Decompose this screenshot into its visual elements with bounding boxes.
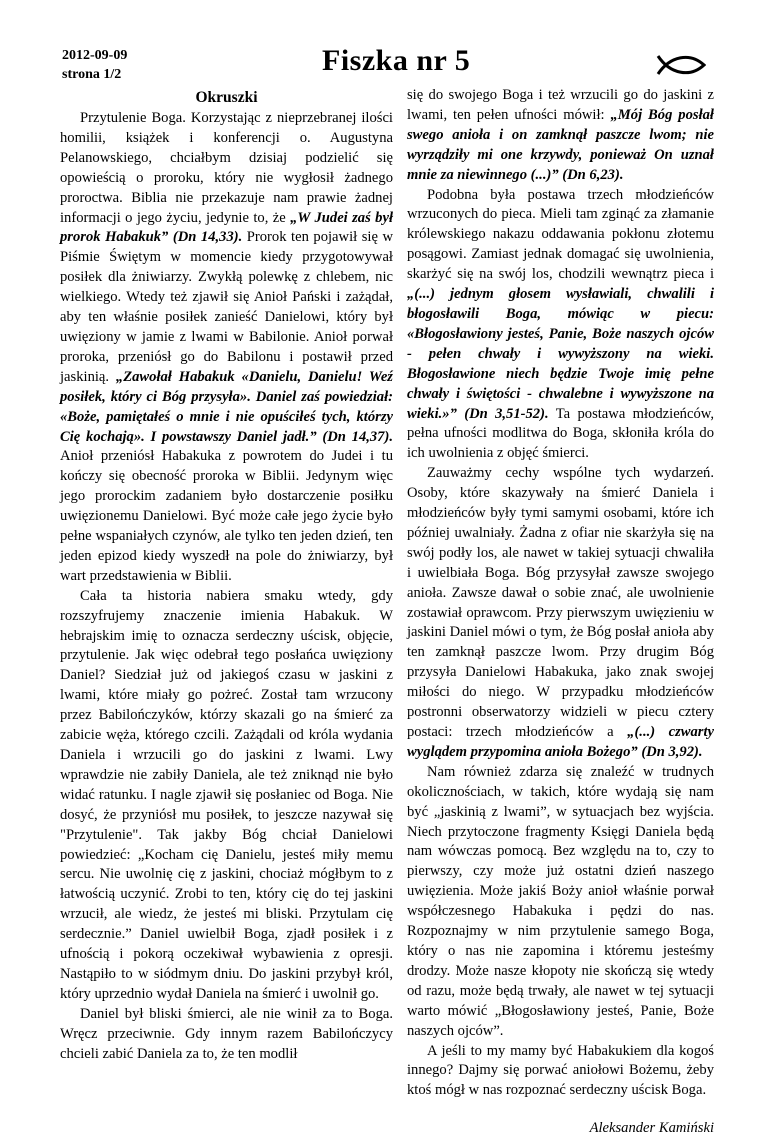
bible-quote: „W Judei zaś był prorok Habakuk” (Dn 14,33). [60,209,393,246]
paragraph [407,186,714,465]
text-run: Podobna była postawa trzech młodzieńców wrzuconych do pieca. Mieli tam zginąć za złamanie królewskiego nakazu oddawania pokłonu złotemu posągowi. Zamiast jednak domagać się uwolnienia, skarżyć się na swój los, chodzili wewnątrz pieca i [407,186,714,283]
text-run: Przytulenie Boga. Korzystając z nieprzebranej ilości homilii, książek i konferencji o. Augustyna Pelanowskiego, chciałbym dzisiaj podzielić się opowieścią o proroku, który nie wygłosił żadnego proroctwa. Biblia nie przekazuje nam prawie żadnej informacji o jego życiu, jedynie to, że [60,110,393,226]
paragraph [407,86,714,186]
paragraph [407,464,714,763]
author-signature: Aleksander Kamiński [589,1120,714,1137]
text-run: Zauważmy cechy wspólne tych wydarzeń. Osoby, które skazywały na śmierć Daniela i młodzieńców były tymi samymi osobami, które ich później uwalniały. Żadna z ofiar nie skarżyła się na swój podły los, ale nawet w takiej sytuacji chwaliła i uwielbiała Boga. Bóg przysyłał zawsze swojego anioła. Zawsze dawał o sobie znać, ale uwolnienie zostawiał oprawcom. Przy pierwszym uwięzieniu w jaskini Daniel mówi o tym, że Bóg posłał anioła aby ten zamknął paszcze lwom. Przy drugim Bóg przysyła Danielowi Habakuka, jako znak swojej miłości do niego. W przypadku młodzieńców postronni obserwatorzy widzieli w piecu cztery postaci: trzech młodzieńców a [407,465,714,740]
paragraph [60,109,393,587]
right-column [407,86,714,1139]
header-date: 2012-09-09 [62,48,128,63]
ichthys-fish-icon [656,50,706,80]
header-page-number: strona 1/2 [62,67,122,82]
text-run: Prorok ten pojawił się w Piśmie Świętym w momencie kiedy przygotowywał posiłek dla żniwiarzy. Zwykłą polewkę z chlebem, nic wielkiego. Wtedy też zjawił się Anioł Pański i zażądał, aby ten właśnie posiłek zanieść Danielowi, który był uwięziony w jamie z lwami w Babilonie. Anioł porwał proroka, przeniósł go do Babilonu i postawił przed jaskinią. [60,229,393,385]
bible-quote: „Zawołał Habakuk «Danielu, Danielu! Weź posiłek, który ci Bóg przysyła». Daniel zaś powiedział: «Boże, pamiętałeś o mnie i nie opuściłeś tych, którzy Cię kochają». I powstawszy Daniel jadł.” (Dn 14,37). [60,368,393,445]
paragraph: A jeśli to my mamy być Habakukiem dla kogoś innego? Dajmy się porwać aniołowi Bożemu, żeby ktoś mógł w nas rozpoznać serdeczny uścisk Boga. [407,1042,714,1099]
left-column [60,80,393,1065]
bible-quote: „Mój Bóg posłał swego anioła i on zamknął paszcze lwom; nie wyrządziły mi one krzywdy, ponieważ On uznał mnie za niewinnego (...)” (Dn 6,23). [407,106,714,183]
bible-quote: „(...) czwarty wyglądem przypomina anioła Bożego” (Dn 3,92). [407,724,714,760]
paragraph: Daniel był bliski śmierci, ale nie winił za to Boga. Wręcz przeciwnie. Gdy innym razem Babilończycy chcieli zabić Daniela za to, że ten modlił [60,1005,393,1062]
article-title: Okruszki [195,89,258,106]
bible-quote: „(...) jednym głosem wysławiali, chwalili i błogosławili Boga, mówiąc w piecu: «Błogosławiony jesteś, Panie, Boże naszych ojców - pełen chwały i wywyższony na wieki. Błogosławione niech będzie Twoje imię pełne chwały i świętości - chwalebne i wywyższone na wieki.»” (Dn 3,51-52). [407,286,714,422]
paragraph: Cała ta historia nabiera smaku wtedy, gdy rozszyfrujemy znaczenie imienia Habakuk. W hebrajskim imię to oznacza serdeczny uścisk, objęcie, przytulenie. Jak więc odebrał tego posłańca uwięziony Daniel? Siedział już od jakiegoś czasu w jaskini z lwami, które miały go pożreć. Został tam wrzucony przez Babilończyków, którzy skazali go na śmierć za zabicie węża, którego czcili. Zażądali od króla wydania Daniela i wrzucili go do jaskini z lwami. Lwy wprawdzie nie zabiły Daniela, ale też zniknąd nie było widać ratunku. I nagle zjawił się posłaniec od Boga. Nie dosyć, że przyniósł mu posiłek, to jeszcze nazywał się "Przytulenie". Tak jakby Bóg chciał Danielowi powiedzieć: „Kocham cię Danielu, jesteś miły memu sercu. Nie uwolnię cię z jaskini, chociaż mógłbym to z łatwością uczynić. Zrobi to ten, który cię do tej jaskini wrzucił, ale wiedz, że jesteś mi bliski. Przytulam cię serdecznie.” Daniel uwielbił Boga, zjadł posiłek i z ufnością i pokorą oczekiwał wybawienia z opresji. Nastąpiło to w siódmym dniu. Do jaskini przybył król, który uprzednio wydał Daniela na śmierć i uwolnił go. [60,587,393,1002]
page-title: Fiszka nr 5 [322,44,471,77]
text-run: Anioł przeniósł Habakuka z powrotem do Judei i tu kończy się obecność proroka w Biblii. Jedynym więc jego prorockim zadaniem było dostarczenie posiłku uwięzionemu Danielowi. Być może całe jego życie było pełne wspaniałych czynów, ale tylko ten jeden dzień, ten jeden epizod kiedy wyszedł na pole do żniwiarzy, był wart przedstawienia w Biblii. [60,448,393,584]
paragraph: Nam również zdarza się znaleźć w trudnych okolicznościach, w takich, które wydają się nam być „jaskinią z lwami”, w sytuacjach bez wyjścia. Niech przytoczone fragmenty Księgi Daniela będą nam wówczas pomocą. Bez względu na to, czy to pierwszy, czy może już ostatni dzień naszego uwięzienia. Może jakiś Boży anioł właśnie porwał współczesnego Habakuka i pędzi do nas. Rozpoznajmy w nim przytulenie samego Boga, który o nas nie zapomina i któremu jesteśmy drodzy. Może nasze kłopoty nie skończą się wtedy od razu, może będą trwały, ale nawet w tej sytuacji warto mówić „Błogosławiony jesteś, Panie, Boże naszych ojców”. [407,763,714,1039]
text-run: Ta postawa młodzieńców, pełna ufności modlitwa do Boga, skłoniła króla do ich uwolnienia z objęć śmierci. [407,405,714,462]
text-run: się do swojego Boga i też wrzucili go do jaskini z lwami, ten pełen ufności mówił: [407,87,714,123]
